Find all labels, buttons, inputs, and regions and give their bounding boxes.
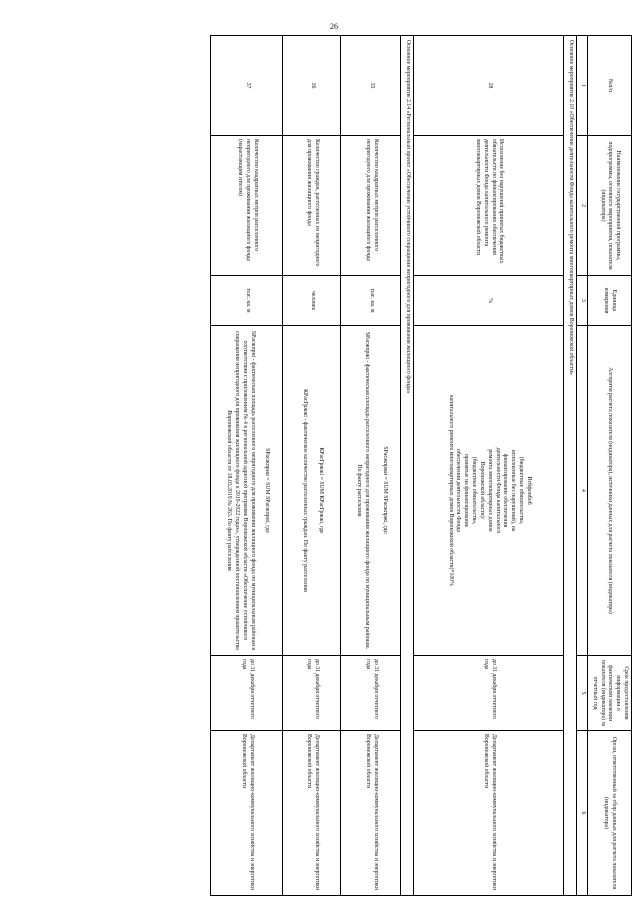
indicator-algorithm (283, 326, 341, 656)
formula-line: деятельности Фонда капитального (494, 447, 501, 534)
row-number: 36 (283, 36, 341, 136)
header-deadline: Срок предоставления информации о фактическом значении показателя (индикатора) за отчетный год (587, 656, 631, 731)
indicator-organ: Департамент жилищно-коммунального хозяйства и энергетики Воронежской области (283, 731, 341, 896)
indicator-name: Количество граждан, расселенных из непригодного для проживания жилищного фонда (283, 136, 341, 276)
header-row (587, 36, 631, 896)
formula-line: принятые на финансирование (463, 453, 470, 528)
indicator-algorithm (414, 326, 564, 656)
formula-line: исполненные без нарушений), на (510, 449, 517, 532)
formula: SРасжпрни = SUM SРасжпрнi, где (263, 448, 270, 533)
indicator-unit: тыс. кв. м (211, 276, 283, 326)
indicator-organ: Департамент жилищно-коммунального хозяйства и энергетики Воронежской области (211, 731, 283, 896)
indicator-unit: тыс. кв. м (341, 276, 401, 326)
formula-tail: капитального ремонта многоквартирных домов Воронежской области)*100% (447, 395, 454, 586)
section-title: Основное мероприятие 2.14 «Региональный проект «Обеспечение устойчивого сокращения непригодного для проживания жилищного фонда» (401, 36, 414, 896)
section-title: Основное мероприятие 2.10 «Обеспечение деятельности Фонда капитального ремонта многоквартирных домов Воронежской области» (564, 36, 577, 896)
formula-line: обеспечения деятельности Фонда (455, 448, 462, 533)
section-row (401, 36, 414, 896)
indicator-name: Исполнение без нарушений принятых бюджетных обязательств по финансированию обеспечения деятельности Фонда капитального ремонта многоквартирных домов Воронежской области (414, 136, 564, 276)
column-number: 5 (577, 656, 588, 731)
column-number: 4 (577, 326, 588, 656)
formula-explanation: SРасжпржi - фактическая площадь расселенного непригодного для проживания жилищного фонда по муниципальным районам. По факту расселения (356, 331, 370, 650)
indicator-name: Количество квадратных метров расселенного непригодного для проживания жилищного фонда (341, 136, 401, 276)
indicator-algorithm (341, 326, 401, 656)
formula-line: (бюджетные обязательства, (471, 456, 478, 525)
column-number: 2 (577, 136, 588, 276)
column-number: 1 (577, 36, 588, 136)
indicator-unit: % (414, 276, 564, 326)
indicator-organ: Департамент жилищно-коммунального хозяйства и энергетики Воронежской области (341, 731, 401, 896)
indicator-deadline: до 31 декабря отчетного года (414, 656, 564, 731)
indicator-name: Количество квадратных метров расселенного непригодного для проживания жилищного фонда (нарастающим итогом) (211, 136, 283, 276)
indicator-unit: человек (283, 276, 341, 326)
formula-explanation: КРасГржжi - фактическое количество расселенных граждан. По факту расселения (302, 389, 308, 592)
rotated-page (132, 35, 632, 895)
indicator-organ: Департамент жилищно-коммунального хозяйства и энергетики Воронежской области (414, 731, 564, 896)
column-number-row (577, 36, 588, 896)
indicator-deadline: до 31 декабря отчетного года (211, 656, 283, 731)
formula-explanation: SРасжпрнi - фактическая площадь расселенного непригодного для проживания жилищного фонда по муниципальным районам в соответствии с приложением № 4 к региональной адресной программе Воронежской области «Обеспечение устойчивого сокращения непригодного для проживания жилищного фонда в 2019-2022 годах», утвержденной постановлением правительства Воронежской области от 18.03.2019 № 263. По факту расселения (226, 330, 256, 651)
indicator-deadline: до 31 декабря отчетного года (341, 656, 401, 731)
formula-line: Воронежской области)/ (478, 461, 485, 520)
formula-line: финансирование обеспечения (502, 453, 509, 528)
table-row (341, 36, 401, 896)
header-algorithm: Алгоритм расчета показателя (индикатора), источники данных для расчета показателя (индикатора) (587, 326, 631, 656)
indicator-deadline: до 31 декабря отчетного года (283, 656, 341, 731)
row-number: 28 (414, 36, 564, 136)
column-number: 6 (577, 731, 588, 896)
formula: SРасжпржи = SUM SРасжпржi, где: (381, 446, 388, 535)
table-row (211, 36, 283, 896)
header-name: Наименование государственной программы, подпрограммы, основного мероприятия, показателя (индикатора) (587, 136, 631, 276)
header-unit: Единица измерения (587, 276, 631, 326)
table-row (414, 36, 564, 896)
row-number: 35 (341, 36, 401, 136)
row-number: 37 (211, 36, 283, 136)
page-number: 26 (330, 22, 338, 31)
formula-title: Исбфонбоб (525, 476, 532, 505)
indicator-algorithm (211, 326, 283, 656)
indicators-table (211, 35, 633, 896)
table-row (283, 36, 341, 896)
formula: КРасГржжi = SUM КРасГржжi, где (317, 447, 324, 534)
header-number: №п/п (587, 36, 631, 136)
section-row (564, 36, 577, 896)
header-organ: Орган, ответственный за сбор данных для расчета показателя (индикатора) (587, 731, 631, 896)
column-number: 3 (577, 276, 588, 326)
formula-line: (бюджетные обязательства, (517, 456, 524, 525)
formula-line: ремонта многоквартирных домов (486, 449, 493, 532)
